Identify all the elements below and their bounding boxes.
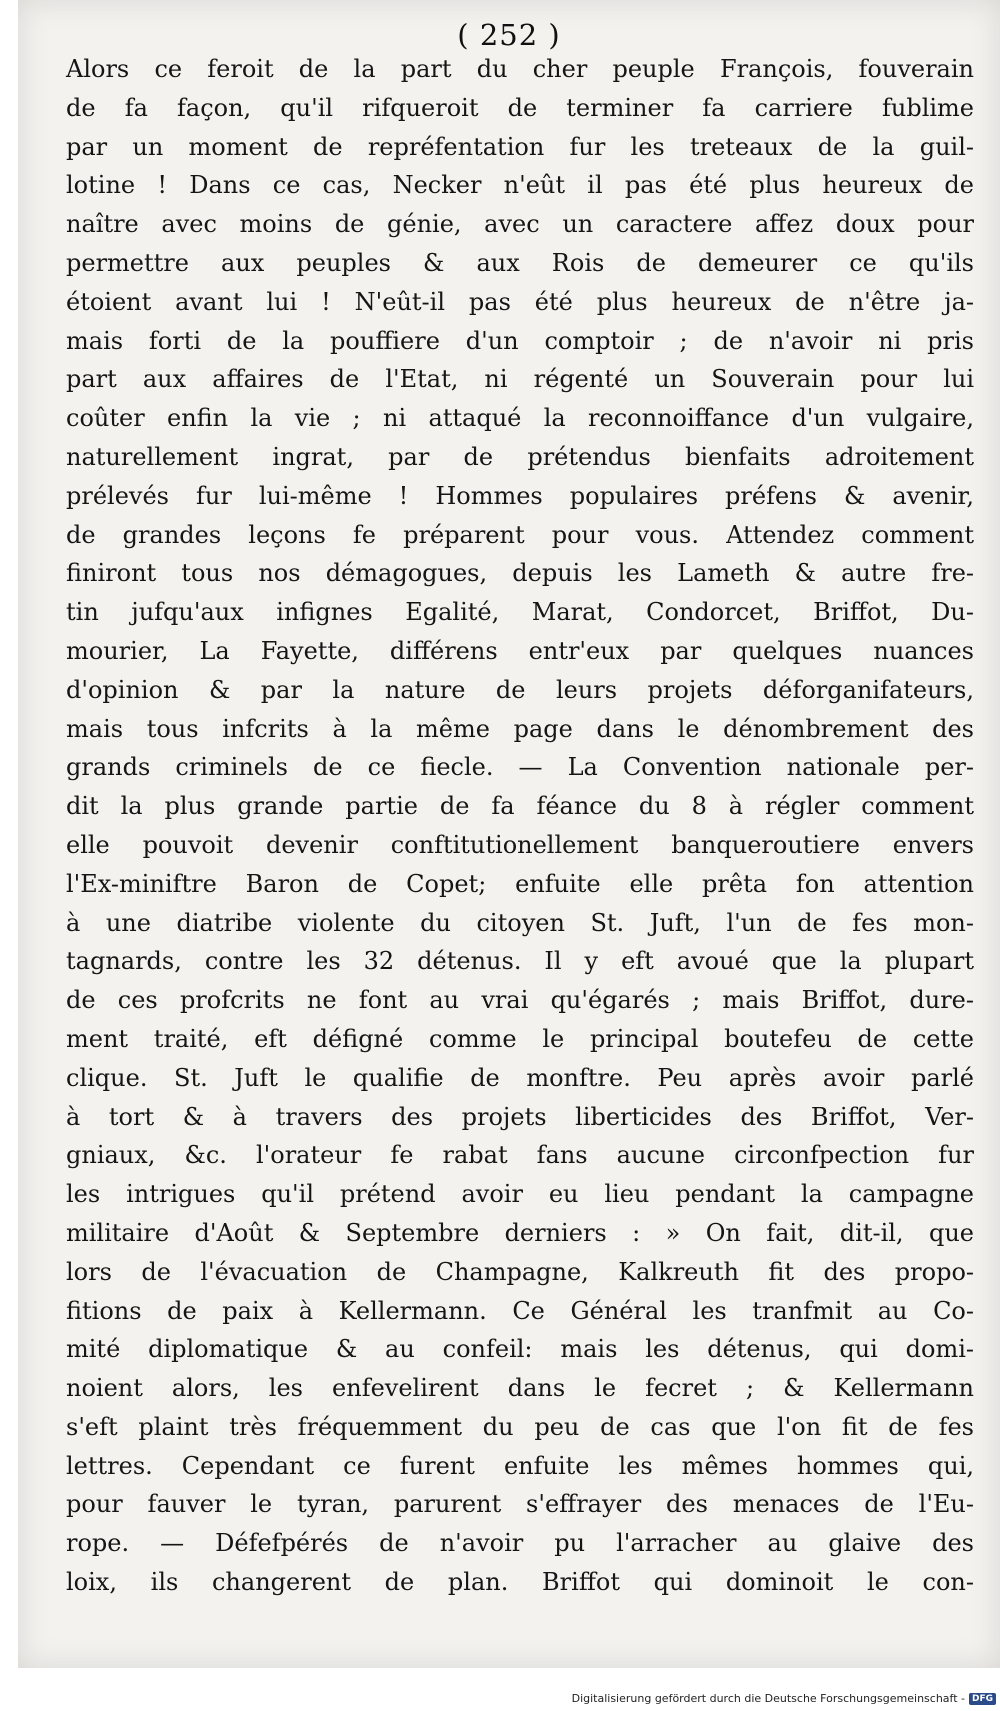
- text-line: de ces profcrits ne font au vrai qu'égarés ; mais Briffot, dure-: [66, 986, 974, 1015]
- text-line: mourier, La Fayette, différens entr'eux par quelques nuances: [66, 636, 974, 665]
- text-line: naître avec moins de génie, avec un caractere affez doux pour: [66, 210, 974, 239]
- text-line: s'eft plaint très fréquemment du peu de cas que l'on fit de fes: [66, 1412, 974, 1441]
- page-number: ( 252 ): [457, 18, 561, 52]
- text-line: à une diatribe violente du citoyen St. Juft, l'un de fes mon-: [66, 908, 974, 937]
- text-line: rope. — Défefpérés de n'avoir pu l'arracher au glaive des: [66, 1529, 974, 1558]
- text-line: tagnards, contre les 32 détenus. Il y eft avoué que la plupart: [66, 947, 974, 976]
- text-line: naturellement ingrat, par de prétendus bienfaits adroitement: [66, 442, 974, 471]
- text-line: à tort & à travers des projets liberticides des Briffot, Ver-: [66, 1102, 974, 1131]
- text-line: grands criminels de ce fiecle. — La Convention nationale per-: [66, 753, 974, 782]
- text-line: les intrigues qu'il prétend avoir eu lieu pendant la campagne: [66, 1180, 974, 1209]
- credit-text: Digitalisierung gefördert durch die Deutsche Forschungsgemeinschaft -: [571, 1692, 965, 1705]
- text-line: d'opinion & par la nature de leurs projets déforganifateurs,: [66, 675, 974, 704]
- text-line: loix, ils changerent de plan. Briffot qui dominoit le con-: [66, 1568, 974, 1597]
- body-text: [66, 50, 974, 1602]
- text-line: fitions de paix à Kellermann. Ce Général les tranfmit au Co-: [66, 1296, 974, 1325]
- text-line: mais tous infcrits à la même page dans le dénombrement des: [66, 714, 974, 743]
- text-line: finiront tous nos démagogues, depuis les Lameth & autre fre-: [66, 559, 974, 588]
- text-line: ment traité, eft défigné comme le principal boutefeu de cette: [66, 1024, 974, 1053]
- text-line: pour fauver le tyran, parurent s'effrayer des menaces de l'Eu-: [66, 1490, 974, 1519]
- text-line: lotine ! Dans ce cas, Necker n'eût il pas été plus heureux de: [66, 171, 974, 200]
- text-line: permettre aux peuples & aux Rois de demeurer ce qu'ils: [66, 248, 974, 277]
- text-line: par un moment de repréfentation fur les treteaux de la guil-: [66, 132, 974, 161]
- text-line: gniaux, &c. l'orateur fe rabat fans aucune circonfpection fur: [66, 1141, 974, 1170]
- text-line: mais forti de la pouffiere d'un comptoir ; de n'avoir ni pris: [66, 326, 974, 355]
- text-line: lors de l'évacuation de Champagne, Kalkreuth fit des propo-: [66, 1257, 974, 1286]
- text-line: noient alors, les enfevelirent dans le fecret ; & Kellermann: [66, 1374, 974, 1403]
- text-line: elle pouvoit devenir conftitutionellement banqueroutiere envers: [66, 830, 974, 859]
- text-line: Alors ce feroit de la part du cher peuple François, fouverain: [66, 55, 974, 83]
- text-line: de grandes leçons fe préparent pour vous. Attendez comment: [66, 520, 974, 549]
- text-line: militaire d'Août & Septembre derniers : » On fait, dit-il, que: [66, 1218, 974, 1247]
- text-line: prélevés fur lui-même ! Hommes populaires préfens & avenir,: [66, 481, 974, 510]
- text-line: dit la plus grande partie de fa féance du 8 à régler comment: [66, 792, 974, 821]
- dfg-logo-icon: DFG: [969, 1693, 996, 1705]
- text-line: clique. St. Juft le qualifie de monftre. Peu après avoir parlé: [66, 1063, 974, 1092]
- text-line: mité diplomatique & au confeil: mais les détenus, qui domi-: [66, 1335, 974, 1364]
- book-page: [18, 0, 1000, 1668]
- text-line: l'Ex-miniftre Baron de Copet; enfuite elle prêta fon attention: [66, 869, 974, 898]
- text-line: étoient avant lui ! N'eût-il pas été plus heureux de n'être ja-: [66, 287, 974, 316]
- text-line: part aux affaires de l'Etat, ni régenté un Souverain pour lui: [66, 365, 974, 394]
- text-line: lettres. Cependant ce furent enfuite les mêmes hommes qui,: [66, 1451, 974, 1480]
- digitization-credit: [572, 1692, 996, 1705]
- text-line: de fa façon, qu'il rifqueroit de terminer fa carriere fublime: [66, 93, 974, 122]
- text-line: coûter enfin la vie ; ni attaqué la reconnoiffance d'un vulgaire,: [66, 404, 974, 433]
- text-line: tin jufqu'aux infignes Egalité, Marat, Condorcet, Briffot, Du-: [66, 598, 974, 627]
